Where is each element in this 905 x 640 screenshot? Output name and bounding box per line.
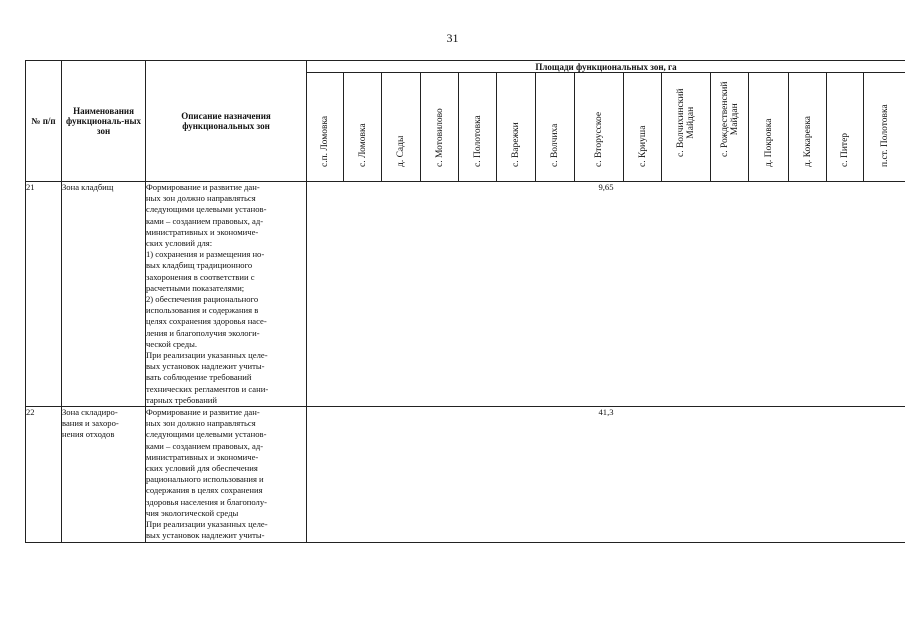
header-num: № п/п [26, 61, 62, 182]
header-settlement [789, 73, 827, 182]
description-line: ских условий для обеспечения [146, 463, 258, 474]
zone-name-line: Зона складиро- [62, 407, 118, 418]
description-line: Формирование и развитие дан- [146, 182, 260, 192]
settlement-label: с. Полотовка [472, 115, 483, 167]
description-line: вых кладбищ традиционного [146, 260, 253, 271]
description-line: вать соблюдение требований [146, 372, 252, 383]
description-line: ных зон должно направляться [146, 193, 256, 204]
description-line: 1) сохранения и размещения но- [146, 249, 265, 260]
settlement-label: д. Кокаревка [802, 115, 813, 167]
description-line: здоровья населения и благополу- [146, 496, 267, 507]
description-line: При реализации указанных целе- [146, 519, 268, 530]
header-settlement [711, 73, 749, 182]
description-line: министративных и экономиче- [146, 451, 259, 462]
settlement-label: с.п. Ломовка [320, 115, 330, 167]
description-line: захоронения в соответствии с [146, 271, 255, 282]
settlement-label: д. Сады [396, 135, 406, 167]
header-settlement [749, 73, 789, 182]
settlement-label: п.ст. Полотовка [879, 104, 890, 167]
header-area: Площади функциональных зон, га [307, 61, 905, 73]
description-line: При реализации указанных целе- [146, 350, 268, 361]
header-description: Описание назначения функциональных зон [146, 61, 307, 182]
description-line: целях сохранения здоровья насе- [146, 316, 267, 327]
settlement-label: с. Ломовка [357, 123, 368, 167]
header-settlement [459, 73, 497, 182]
functional-zones-table [25, 60, 905, 543]
description-line: ских условий для: [146, 238, 213, 249]
header-settlement [662, 73, 711, 182]
zone-name-line: вания и захоро- [62, 418, 119, 429]
header-settlement [497, 73, 536, 182]
header-settlement [624, 73, 662, 182]
description-line: технических регламентов и сани- [146, 383, 269, 394]
zone-area: 9,65 [307, 182, 905, 407]
settlement-label: с. Рождественский Майдан [719, 81, 740, 157]
description-line: использования и содержания в [146, 305, 259, 316]
description-line: следующими целевыми установ- [146, 204, 267, 215]
description-line: следующими целевыми установ- [146, 429, 267, 440]
row-number: 21 [26, 182, 62, 407]
settlement-label: с. Питер [840, 132, 850, 167]
description-line: тарных требований [146, 394, 217, 405]
page-number: 31 [446, 31, 459, 45]
description-line: ческой среды. [146, 338, 198, 349]
header-settlement [421, 73, 459, 182]
description-line: содержания в целях сохранения [146, 485, 263, 496]
header-zone-name: Наименования функциональ-ных зон [62, 61, 146, 182]
header-settlement [864, 73, 905, 182]
description-line: ных зон должно направляться [146, 418, 256, 429]
header-settlement [536, 73, 575, 182]
zone-name [62, 407, 146, 542]
zone-description [146, 182, 307, 407]
description-line: вых установок надлежит учиты- [146, 361, 265, 372]
row-number: 22 [26, 407, 62, 542]
zone-description [146, 407, 307, 542]
description-line: ками – созданием правовых, ад- [146, 440, 264, 451]
description-line: министративных и экономиче- [146, 226, 259, 237]
table-row [26, 182, 905, 407]
description-line: рационального использования и [146, 474, 264, 485]
table-row [26, 407, 905, 542]
header-settlement [344, 73, 382, 182]
settlement-label: д. Покровка [763, 118, 774, 167]
header-settlement [575, 73, 624, 182]
description-line: 2) обеспечения рационального [146, 294, 259, 305]
description-line: расчетными показателями; [146, 282, 245, 293]
settlement-label: с. Варежки [511, 122, 521, 167]
zone-area: 41,3 [307, 407, 905, 542]
zone-name-line: нения отходов [62, 429, 115, 440]
settlement-label: с. Волчихинский Майдан [676, 88, 696, 157]
settlement-label: с. Мотовилово [434, 108, 445, 167]
zone-name: Зона кладбищ [62, 182, 146, 407]
settlement-label: с. Вторусское [594, 111, 604, 167]
description-line: ками – созданием правовых, ад- [146, 215, 264, 226]
settlement-label: с. Волчиха [550, 123, 560, 167]
description-line: чия экологической среды [146, 507, 239, 518]
description-line: Формирование и развитие дан- [146, 407, 260, 418]
description-line: вых установок надлежит учиты- [146, 530, 265, 541]
settlement-label: с. Криуша [637, 125, 648, 167]
header-settlement [382, 73, 421, 182]
header-settlement [307, 73, 344, 182]
description-line: ления и благополучия экологи- [146, 327, 260, 338]
header-settlement [827, 73, 864, 182]
